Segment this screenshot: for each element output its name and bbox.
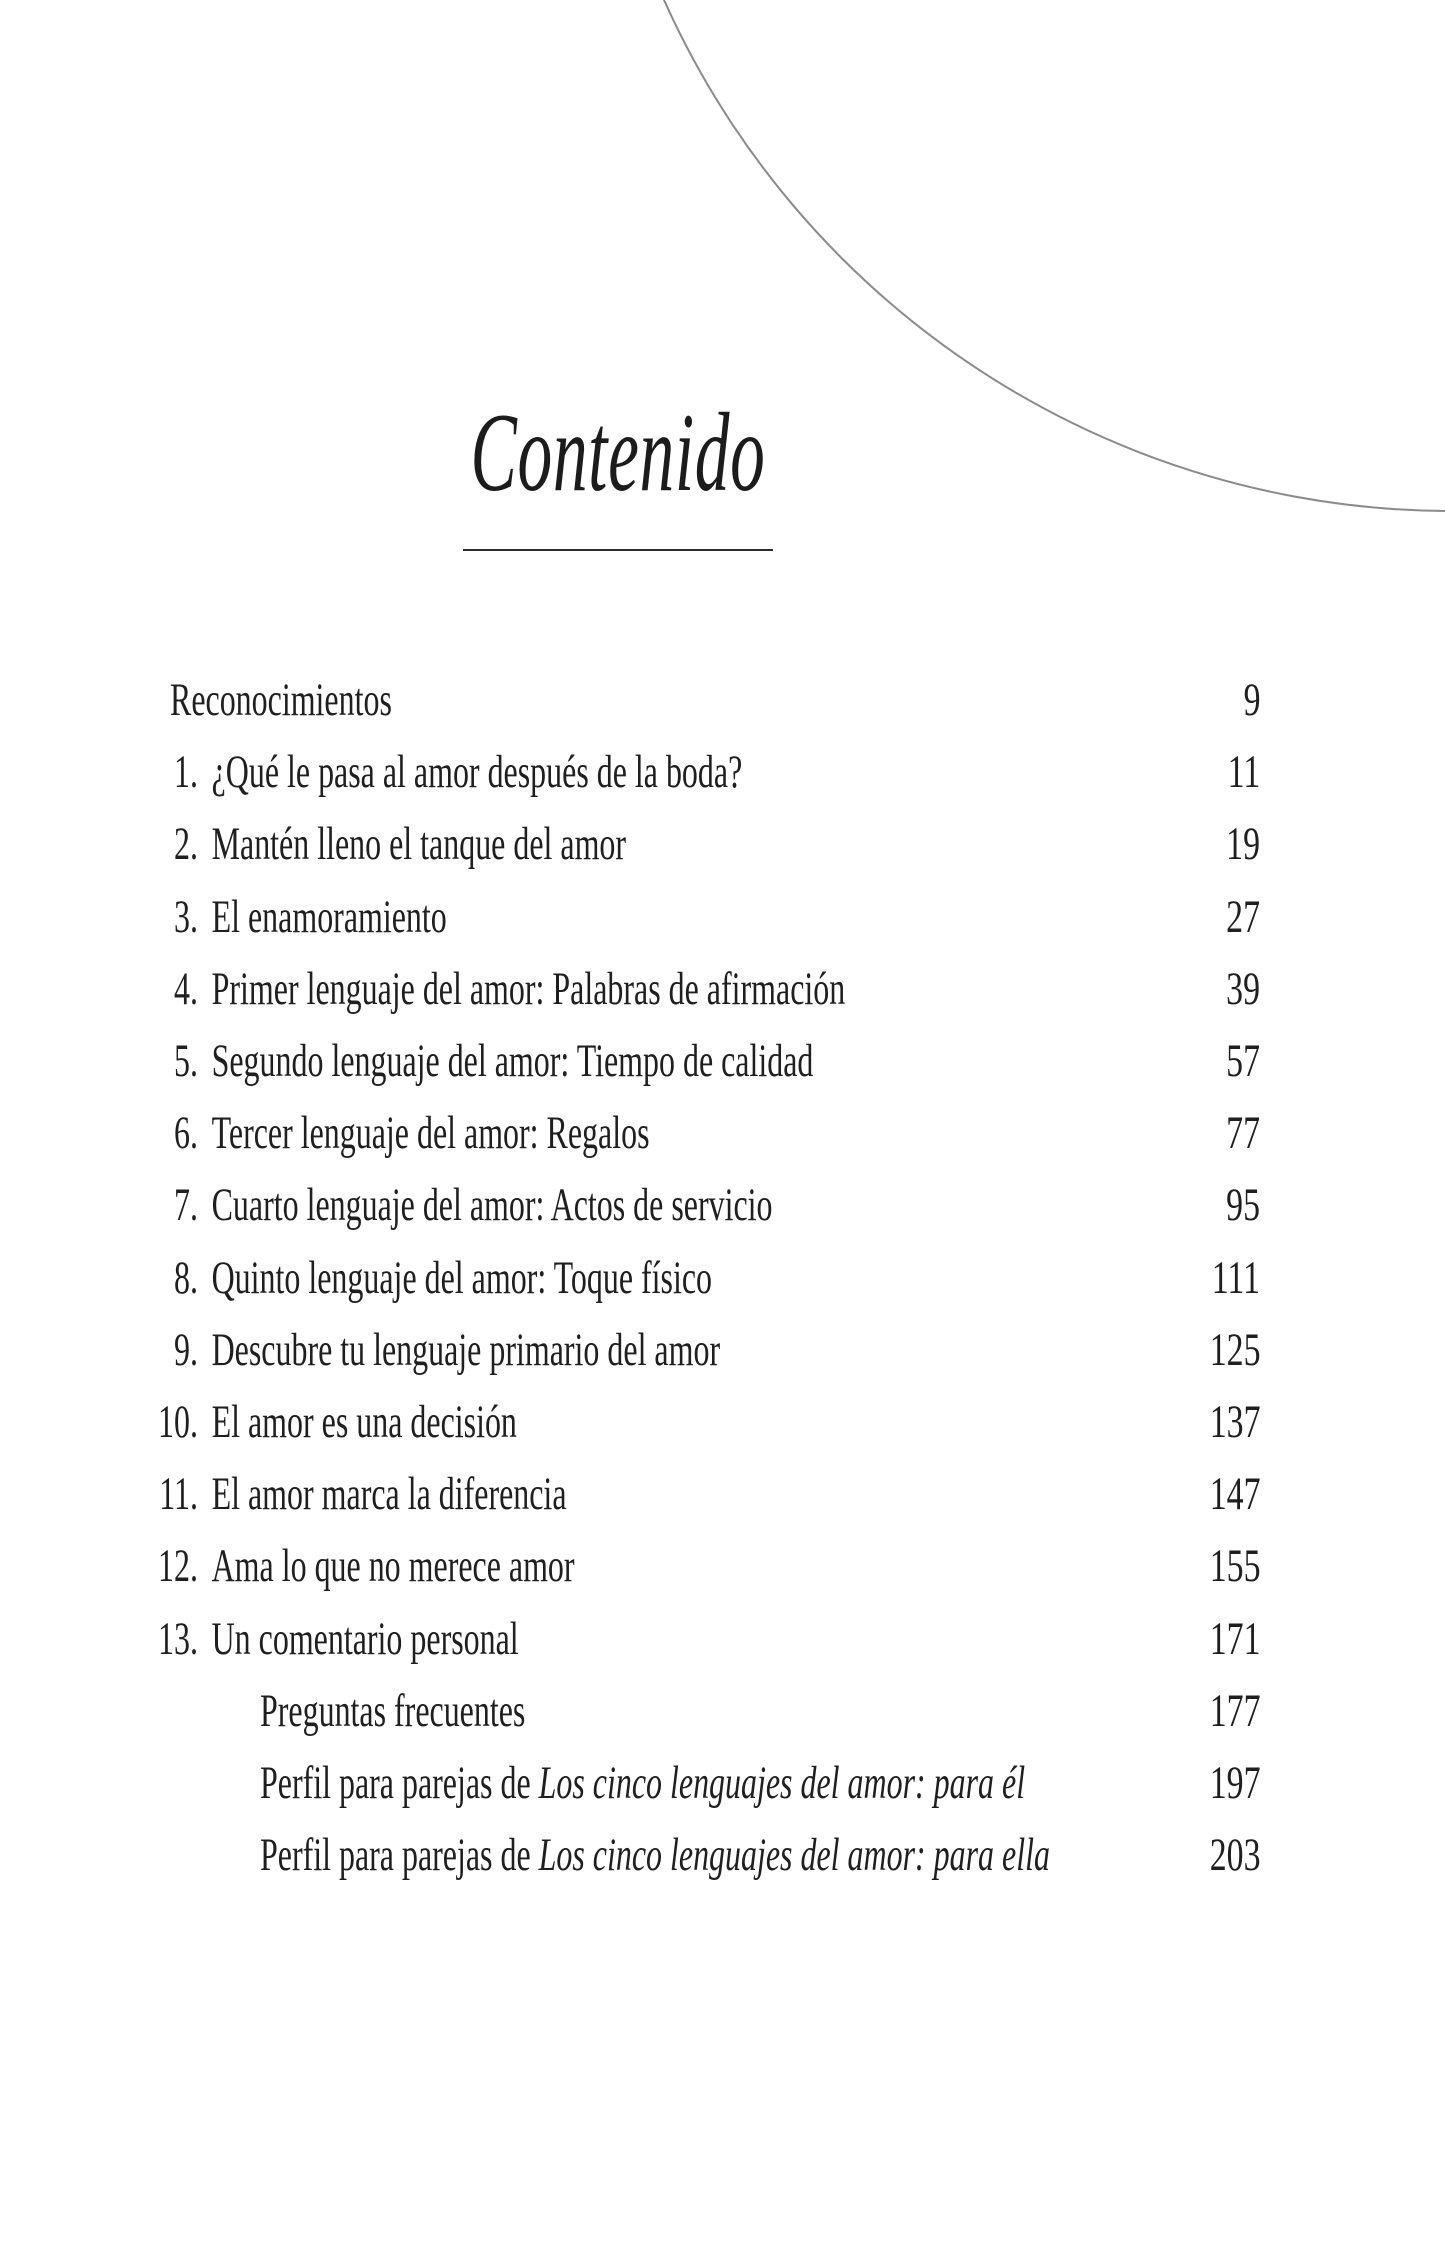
chapter-title: Perfil para parejas de xyxy=(260,1757,539,1809)
page-number: 95 xyxy=(1226,1179,1260,1231)
chapter-number: 3. xyxy=(174,891,198,943)
chapter-title: Descubre tu lenguaje primario del amor xyxy=(211,1324,721,1376)
page-number: 111 xyxy=(1211,1252,1260,1304)
chapter-title: Preguntas frecuentes xyxy=(260,1685,526,1737)
chapter-title: Ama lo que no merece amor xyxy=(211,1540,575,1592)
toc-entry-label xyxy=(130,736,742,808)
chapter-number: 8. xyxy=(174,1252,198,1304)
page-number: 19 xyxy=(1226,818,1260,870)
chapter-number: 11. xyxy=(159,1468,198,1520)
toc-row xyxy=(0,1386,1445,1458)
page-number: 137 xyxy=(1209,1396,1260,1448)
toc-entry-label xyxy=(130,1025,813,1097)
page-number: 9 xyxy=(1243,674,1260,726)
toc-row xyxy=(0,808,1445,880)
chapter-number: 4. xyxy=(174,963,198,1015)
toc-row xyxy=(0,1675,1445,1747)
chapter-title: El amor es una decisión xyxy=(211,1396,517,1448)
page-number: 125 xyxy=(1209,1324,1260,1376)
toc-entry-label xyxy=(130,1386,517,1458)
toc-row xyxy=(0,953,1445,1025)
chapter-title: Quinto lenguaje del amor: Toque físico xyxy=(211,1252,713,1304)
page-number: 197 xyxy=(1209,1757,1260,1809)
toc-entry-label xyxy=(130,808,626,880)
chapter-title-italic: Los cinco lenguajes del amor: para ella xyxy=(538,1829,1050,1881)
chapter-title: Primer lenguaje del amor: Palabras de afirmación xyxy=(211,963,846,1015)
toc-entry-label xyxy=(130,1242,712,1314)
toc-entry-label xyxy=(130,1530,575,1602)
chapter-number: 7. xyxy=(174,1179,198,1231)
toc-row xyxy=(0,1530,1445,1602)
chapter-number: 6. xyxy=(174,1107,198,1159)
toc-row xyxy=(0,1242,1445,1314)
toc-entry-label xyxy=(130,881,447,953)
toc-entry-label xyxy=(170,664,392,736)
chapter-number: 1. xyxy=(174,746,198,798)
chapter-title: Tercer lenguaje del amor: Regalos xyxy=(211,1107,650,1159)
toc-row xyxy=(0,1747,1445,1819)
toc-entry-label xyxy=(130,953,845,1025)
chapter-title: Mantén lleno el tanque del amor xyxy=(211,818,627,870)
title-divider-rule xyxy=(463,549,773,551)
chapter-number: 9. xyxy=(174,1324,198,1376)
page-number: 27 xyxy=(1226,891,1260,943)
toc-entry-label xyxy=(130,1169,773,1241)
page-number: 39 xyxy=(1226,963,1260,1015)
toc-row xyxy=(0,881,1445,953)
chapter-title: Segundo lenguaje del amor: Tiempo de calidad xyxy=(211,1035,814,1087)
chapter-number: 5. xyxy=(174,1035,198,1087)
chapter-title: El enamoramiento xyxy=(211,891,447,943)
toc-entry-label xyxy=(130,1603,519,1675)
chapter-number: 10. xyxy=(158,1396,198,1448)
chapter-title: ¿Qué le pasa al amor después de la boda? xyxy=(211,746,743,798)
page-number: 203 xyxy=(1209,1829,1260,1881)
page-title: Contenido xyxy=(470,391,766,515)
chapter-number: 2. xyxy=(174,818,198,870)
chapter-title: Cuarto lenguaje del amor: Actos de servicio xyxy=(211,1179,773,1231)
chapter-title: El amor marca la diferencia xyxy=(211,1468,567,1520)
toc-row xyxy=(0,1819,1445,1891)
toc-row xyxy=(0,736,1445,808)
toc-entry-label xyxy=(130,1097,650,1169)
toc-row xyxy=(0,1458,1445,1530)
toc-entry-label xyxy=(130,1458,567,1530)
page-number: 11 xyxy=(1227,746,1260,798)
toc-row xyxy=(0,1169,1445,1241)
toc-entry-label xyxy=(260,1747,1025,1819)
page-number: 77 xyxy=(1226,1107,1260,1159)
toc-entry-label xyxy=(130,1314,720,1386)
toc-row xyxy=(0,664,1445,736)
chapter-title-italic: Los cinco lenguajes del amor: para él xyxy=(538,1757,1026,1809)
toc-entry-label xyxy=(260,1675,525,1747)
toc-row xyxy=(0,1097,1445,1169)
toc-entry-label xyxy=(260,1819,1050,1891)
chapter-title: Un comentario personal xyxy=(211,1613,519,1665)
chapter-number: 13. xyxy=(158,1613,198,1665)
toc-row xyxy=(0,1025,1445,1097)
chapter-title: Perfil para parejas de xyxy=(260,1829,539,1881)
page-number: 171 xyxy=(1209,1613,1260,1665)
page-number: 57 xyxy=(1226,1035,1260,1087)
toc-row xyxy=(0,1314,1445,1386)
chapter-number: 12. xyxy=(158,1540,198,1592)
toc-row xyxy=(0,1603,1445,1675)
page-number: 147 xyxy=(1209,1468,1260,1520)
page-number: 177 xyxy=(1209,1685,1260,1737)
chapter-title: Reconocimientos xyxy=(170,674,392,726)
page-number: 155 xyxy=(1209,1540,1260,1592)
